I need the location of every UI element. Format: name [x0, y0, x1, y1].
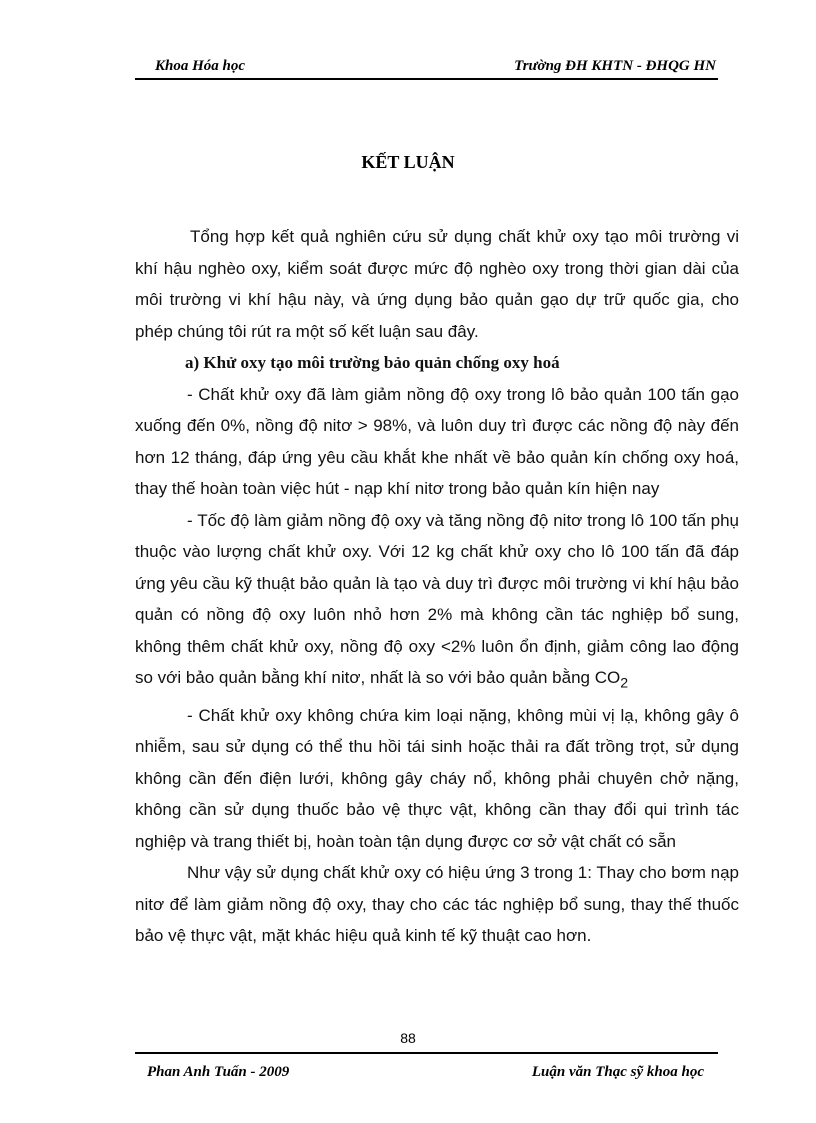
footer-thesis: Luận văn Thạc sỹ khoa học: [531, 1064, 704, 1080]
section-heading-a: a) Khử oxy tạo môi trường bảo quản chống oxy hoá: [185, 353, 560, 372]
header-department: Khoa Hóa học: [155, 58, 246, 74]
paragraph-3: - Chất khử oxy không chứa kim loại nặng, không mùi vị lạ, không gây ô nhiễm, sau sử dụng có thể thu hồi tái sinh hoặc thải ra đất trồng trọt, sử dụng không cần đến điện lưới, không gây cháy nổ, không phải chuyên chở nặng, không cần sử dụng thuốc bảo vệ thực vật, không cần thay đổi qui trình tác nghiệp và trang thiết bị, hoàn toàn tận dụng được cơ sở vật chất có sẵn: [135, 705, 739, 851]
paragraph-4: Như vậy sử dụng chất khử oxy có hiệu ứng 3 trong 1: Thay cho bơm nạp nitơ để làm giảm nồng độ oxy, thay cho các tác nghiệp bổ sung, thay thế thuốc bảo vệ thực vật, mặt khác hiệu quả kinh tế kỹ thuật cao hơn.: [135, 863, 739, 946]
page-title: KẾT LUẬN: [361, 152, 455, 172]
paragraph-2: [135, 505, 739, 700]
footer-divider: [135, 1052, 718, 1054]
intro-paragraph: Tổng hợp kết quả nghiên cứu sử dụng chất khử oxy tạo môi trường vi khí hậu nghèo oxy, kiểm soát được mức độ nghèo oxy trong thời gian dài của môi trường vi khí hậu này, và ứng dụng bảo quản gạo dự trữ quốc gia, cho phép chúng tôi rút ra một số kết luận sau đây.: [135, 227, 739, 341]
co2-subscript: 2: [620, 675, 629, 692]
page-number: 88: [400, 1030, 416, 1046]
page-header: [135, 50, 718, 80]
footer-author: Phan Anh Tuấn - 2009: [147, 1064, 290, 1080]
header-university: Trường ĐH KHTN - ĐHQG HN: [514, 58, 716, 74]
paragraph-1: - Chất khử oxy đã làm giảm nồng độ oxy trong lô bảo quản 100 tấn gạo xuống đến 0%, nồng độ nitơ > 98%, và luôn duy trì được các nồng độ này đến hơn 12 tháng, đáp ứng yêu cầu khắt khe nhất về bảo quản kín chống oxy hoá, thay thế hoàn toàn việc hút - nạp khí nitơ trong bảo quản kín hiện nay: [135, 384, 739, 498]
body-text: [135, 221, 739, 952]
paragraph-2-text: - Tốc độ làm giảm nồng độ oxy và tăng nồng độ nitơ trong lô 100 tấn phụ thuộc vào lượng chất khử oxy. Với 12 kg chất khử oxy cho lô 100 tấn đã đáp ứng yêu cầu kỹ thuật bảo quản là tạo và duy trì được môi trường vi khí hậu bảo quản có nồng độ oxy luôn nhỏ hơn 2% mà không cần tác nghiệp bổ sung, không thêm chất khử oxy, nồng độ oxy <2% luôn ổn định, giảm công lao động so với bảo quản bằng khí nitơ, nhất là so với bảo quản bằng CO: [135, 510, 739, 687]
